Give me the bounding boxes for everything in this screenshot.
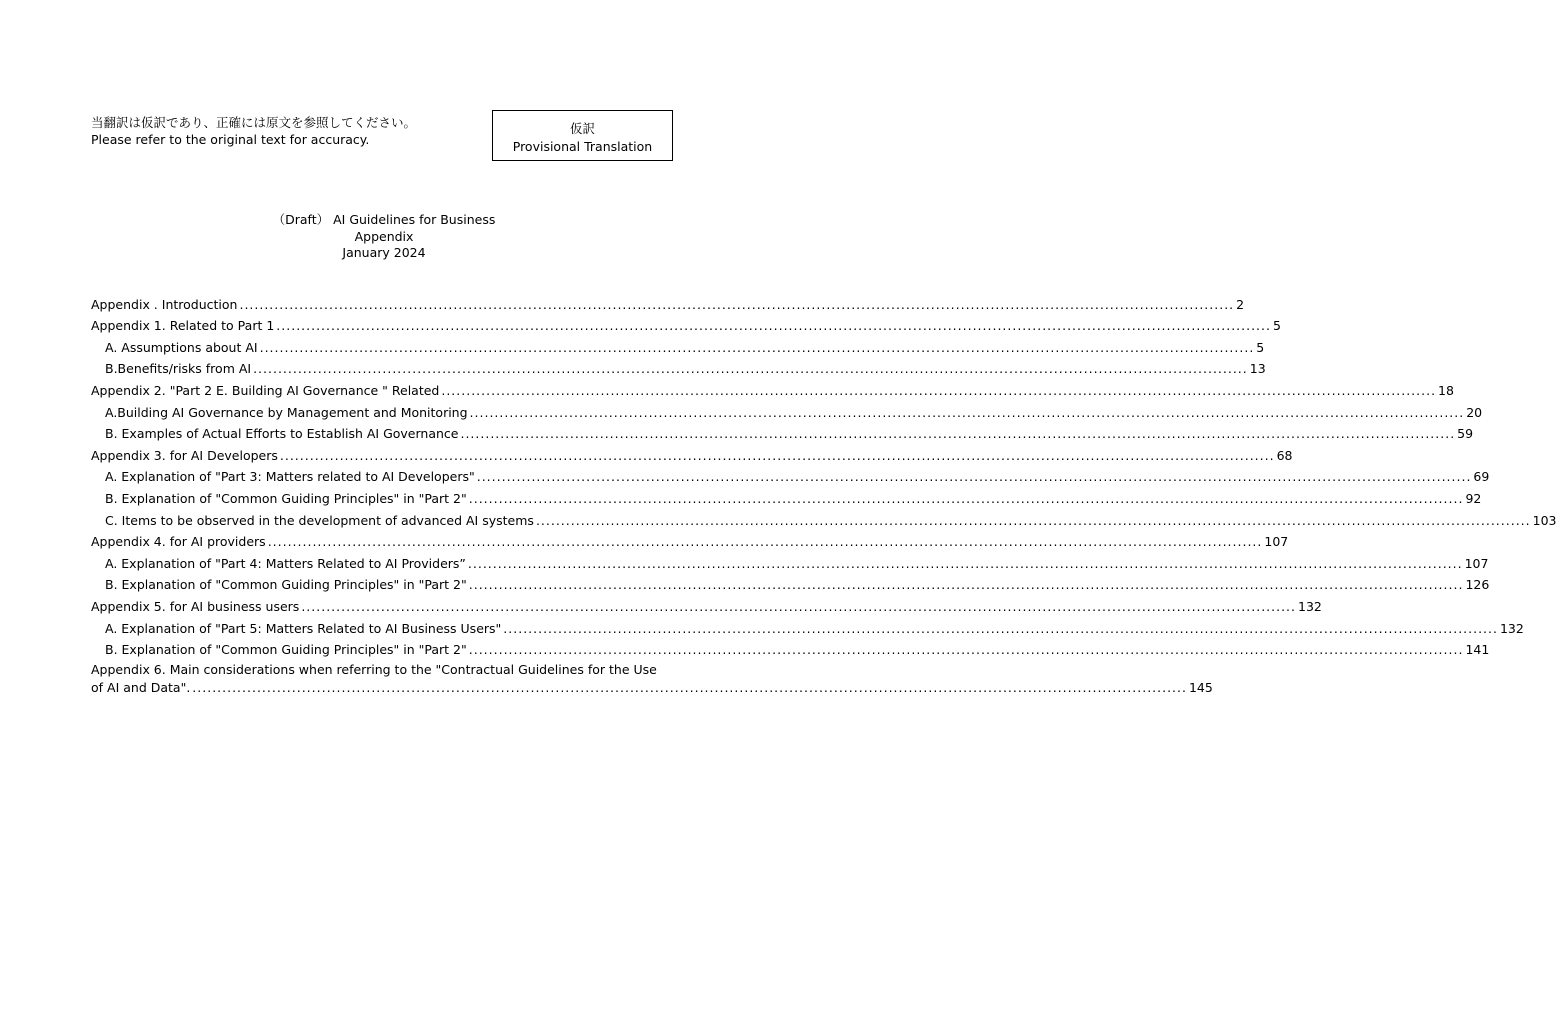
- toc-entry[interactable]: [91, 312, 1281, 334]
- toc-leader-dots: ........................................................................................................................................................................................................: [503, 620, 1498, 636]
- toc-entry-label: Appendix 3. for AI Developers: [91, 447, 278, 463]
- document-subtitle: Appendix: [354, 228, 414, 244]
- toc-entry[interactable]: [91, 420, 1474, 442]
- toc-entry[interactable]: [91, 484, 1482, 506]
- toc-entry[interactable]: [91, 463, 1490, 485]
- document-title: （Draft） AI Guidelines for Business: [272, 212, 496, 227]
- toc-leader-dots: ........................................................................................................................................................................................................: [301, 598, 1297, 614]
- toc-entry[interactable]: [91, 398, 1483, 420]
- toc-entry-page: 145: [1188, 680, 1213, 696]
- toc-entry-label: B. Explanation of "Common Guiding Principles" in "Part 2": [105, 642, 467, 658]
- toc-entry[interactable]: [91, 333, 1265, 355]
- toc-leader-dots: ........................................................................................................................................................................................................: [467, 555, 1463, 571]
- toc-leader-dots: ........................................................................................................................................................................................................: [460, 426, 1456, 442]
- toc-entry-label: B. Examples of Actual Efforts to Establish AI Governance: [105, 426, 459, 442]
- toc-entry-label: B. Explanation of "Common Guiding Principles" in "Part 2": [105, 490, 467, 506]
- toc-entry-page: 92: [1465, 490, 1482, 506]
- provisional-label-english: Provisional Translation: [512, 139, 653, 154]
- toc-leader-dots: ........................................................................................................................................................................................................: [468, 642, 1464, 658]
- toc-entry-page: 13: [1249, 361, 1266, 377]
- toc-entry-label: Appendix . Introduction: [91, 296, 238, 312]
- table-of-contents: [91, 290, 1556, 696]
- toc-entry[interactable]: [91, 592, 1322, 614]
- toc-leader-dots: ........................................................................................................................................................................................................: [468, 577, 1464, 593]
- toc-entry-page: 141: [1465, 642, 1490, 658]
- toc-entry[interactable]: [91, 549, 1489, 571]
- toc-entry-page: 103: [1532, 512, 1556, 528]
- toc-entry-label: Appendix 2. "Part 2 E. Building AI Governance " Related: [91, 382, 440, 398]
- toc-entry-label: A. Explanation of "Part 4: Matters Related to AI Providers”: [105, 555, 466, 571]
- toc-entry[interactable]: [91, 636, 1490, 658]
- toc-leader-dots: ........................................................................................................................................................................................................: [468, 490, 1464, 506]
- toc-entry-page: 126: [1465, 577, 1490, 593]
- translation-note-english: Please refer to the original text for accuracy.: [91, 132, 370, 147]
- provisional-label-japanese: 仮訳: [569, 121, 595, 136]
- toc-entry[interactable]: [91, 290, 1245, 312]
- toc-entry-label: A. Assumptions about AI: [105, 339, 258, 355]
- toc-entry-label: B. Explanation of "Common Guiding Principles" in "Part 2": [105, 577, 467, 593]
- toc-leader-dots: ........................................................................................................................................................................................................: [267, 534, 1263, 550]
- toc-entry-page: 5: [1272, 318, 1281, 334]
- toc-entry[interactable]: [91, 355, 1266, 377]
- toc-entry-page: 107: [1264, 534, 1289, 550]
- toc-entry-page: 5: [1256, 339, 1265, 355]
- toc-entry-page: 2: [1236, 296, 1245, 312]
- toc-entry-page: 132: [1298, 598, 1322, 614]
- toc-entry-label: A. Explanation of "Part 3: Matters related to AI Developers": [105, 469, 475, 485]
- document-date: January 2024: [342, 245, 426, 260]
- toc-leader-dots: ........................................................................................................................................................................................................: [476, 469, 1472, 485]
- toc-leader-dots: ........................................................................................................................................................................................................: [279, 447, 1275, 463]
- provisional-translation-box: [492, 110, 673, 161]
- toc-entry-label: A. Explanation of "Part 5: Matters Related to AI Business Users": [105, 620, 502, 636]
- toc-entry-page: 59: [1457, 426, 1474, 442]
- toc-entry-label: A.Building AI Governance by Management and Monitoring: [105, 404, 468, 420]
- toc-entry-label: Appendix 6. Main considerations when referring to the "Contractual Guidelines for the Use: [91, 662, 657, 678]
- toc-entry-label: Appendix 1. Related to Part 1: [91, 318, 275, 334]
- toc-entry-label: B.Benefits/risks from AI: [105, 361, 252, 377]
- toc-entry[interactable]: [91, 614, 1524, 636]
- toc-entry-page: 20: [1466, 404, 1483, 420]
- toc-leader-dots: ........................................................................................................................................................................................................: [253, 361, 1248, 377]
- toc-entry[interactable]: [91, 657, 1213, 696]
- toc-entry-label-continued: of AI and Data".: [91, 680, 191, 696]
- toc-entry-label: Appendix 5. for AI business users: [91, 598, 300, 614]
- toc-entry[interactable]: [91, 376, 1454, 398]
- toc-entry-page: 107: [1464, 555, 1489, 571]
- toc-entry[interactable]: [91, 441, 1293, 463]
- toc-leader-dots: ........................................................................................................................................................................................................: [192, 680, 1187, 696]
- toc-entry-label: C. Items to be observed in the development of advanced AI systems: [105, 512, 534, 528]
- toc-entry-page: 132: [1499, 620, 1524, 636]
- toc-leader-dots: ........................................................................................................................................................................................................: [535, 512, 1531, 528]
- toc-entry[interactable]: [91, 506, 1556, 528]
- toc-leader-dots: ........................................................................................................................................................................................................: [239, 296, 1235, 312]
- toc-leader-dots: ........................................................................................................................................................................................................: [259, 339, 1255, 355]
- translation-note: [91, 114, 416, 148]
- toc-leader-dots: ........................................................................................................................................................................................................: [441, 382, 1437, 398]
- toc-entry-page: 18: [1438, 382, 1454, 398]
- document-title-block: [0, 212, 768, 262]
- toc-entry[interactable]: [91, 528, 1289, 550]
- toc-entry-page: 69: [1473, 469, 1490, 485]
- toc-entry-page: 68: [1276, 447, 1293, 463]
- translation-note-japanese: 当翻訳は仮訳であり、正確には原文を参照してください。: [91, 115, 417, 130]
- toc-leader-dots: ........................................................................................................................................................................................................: [469, 404, 1465, 420]
- toc-entry[interactable]: [91, 571, 1490, 593]
- toc-leader-dots: ........................................................................................................................................................................................................: [276, 318, 1271, 334]
- toc-entry-label: Appendix 4. for AI providers: [91, 534, 266, 550]
